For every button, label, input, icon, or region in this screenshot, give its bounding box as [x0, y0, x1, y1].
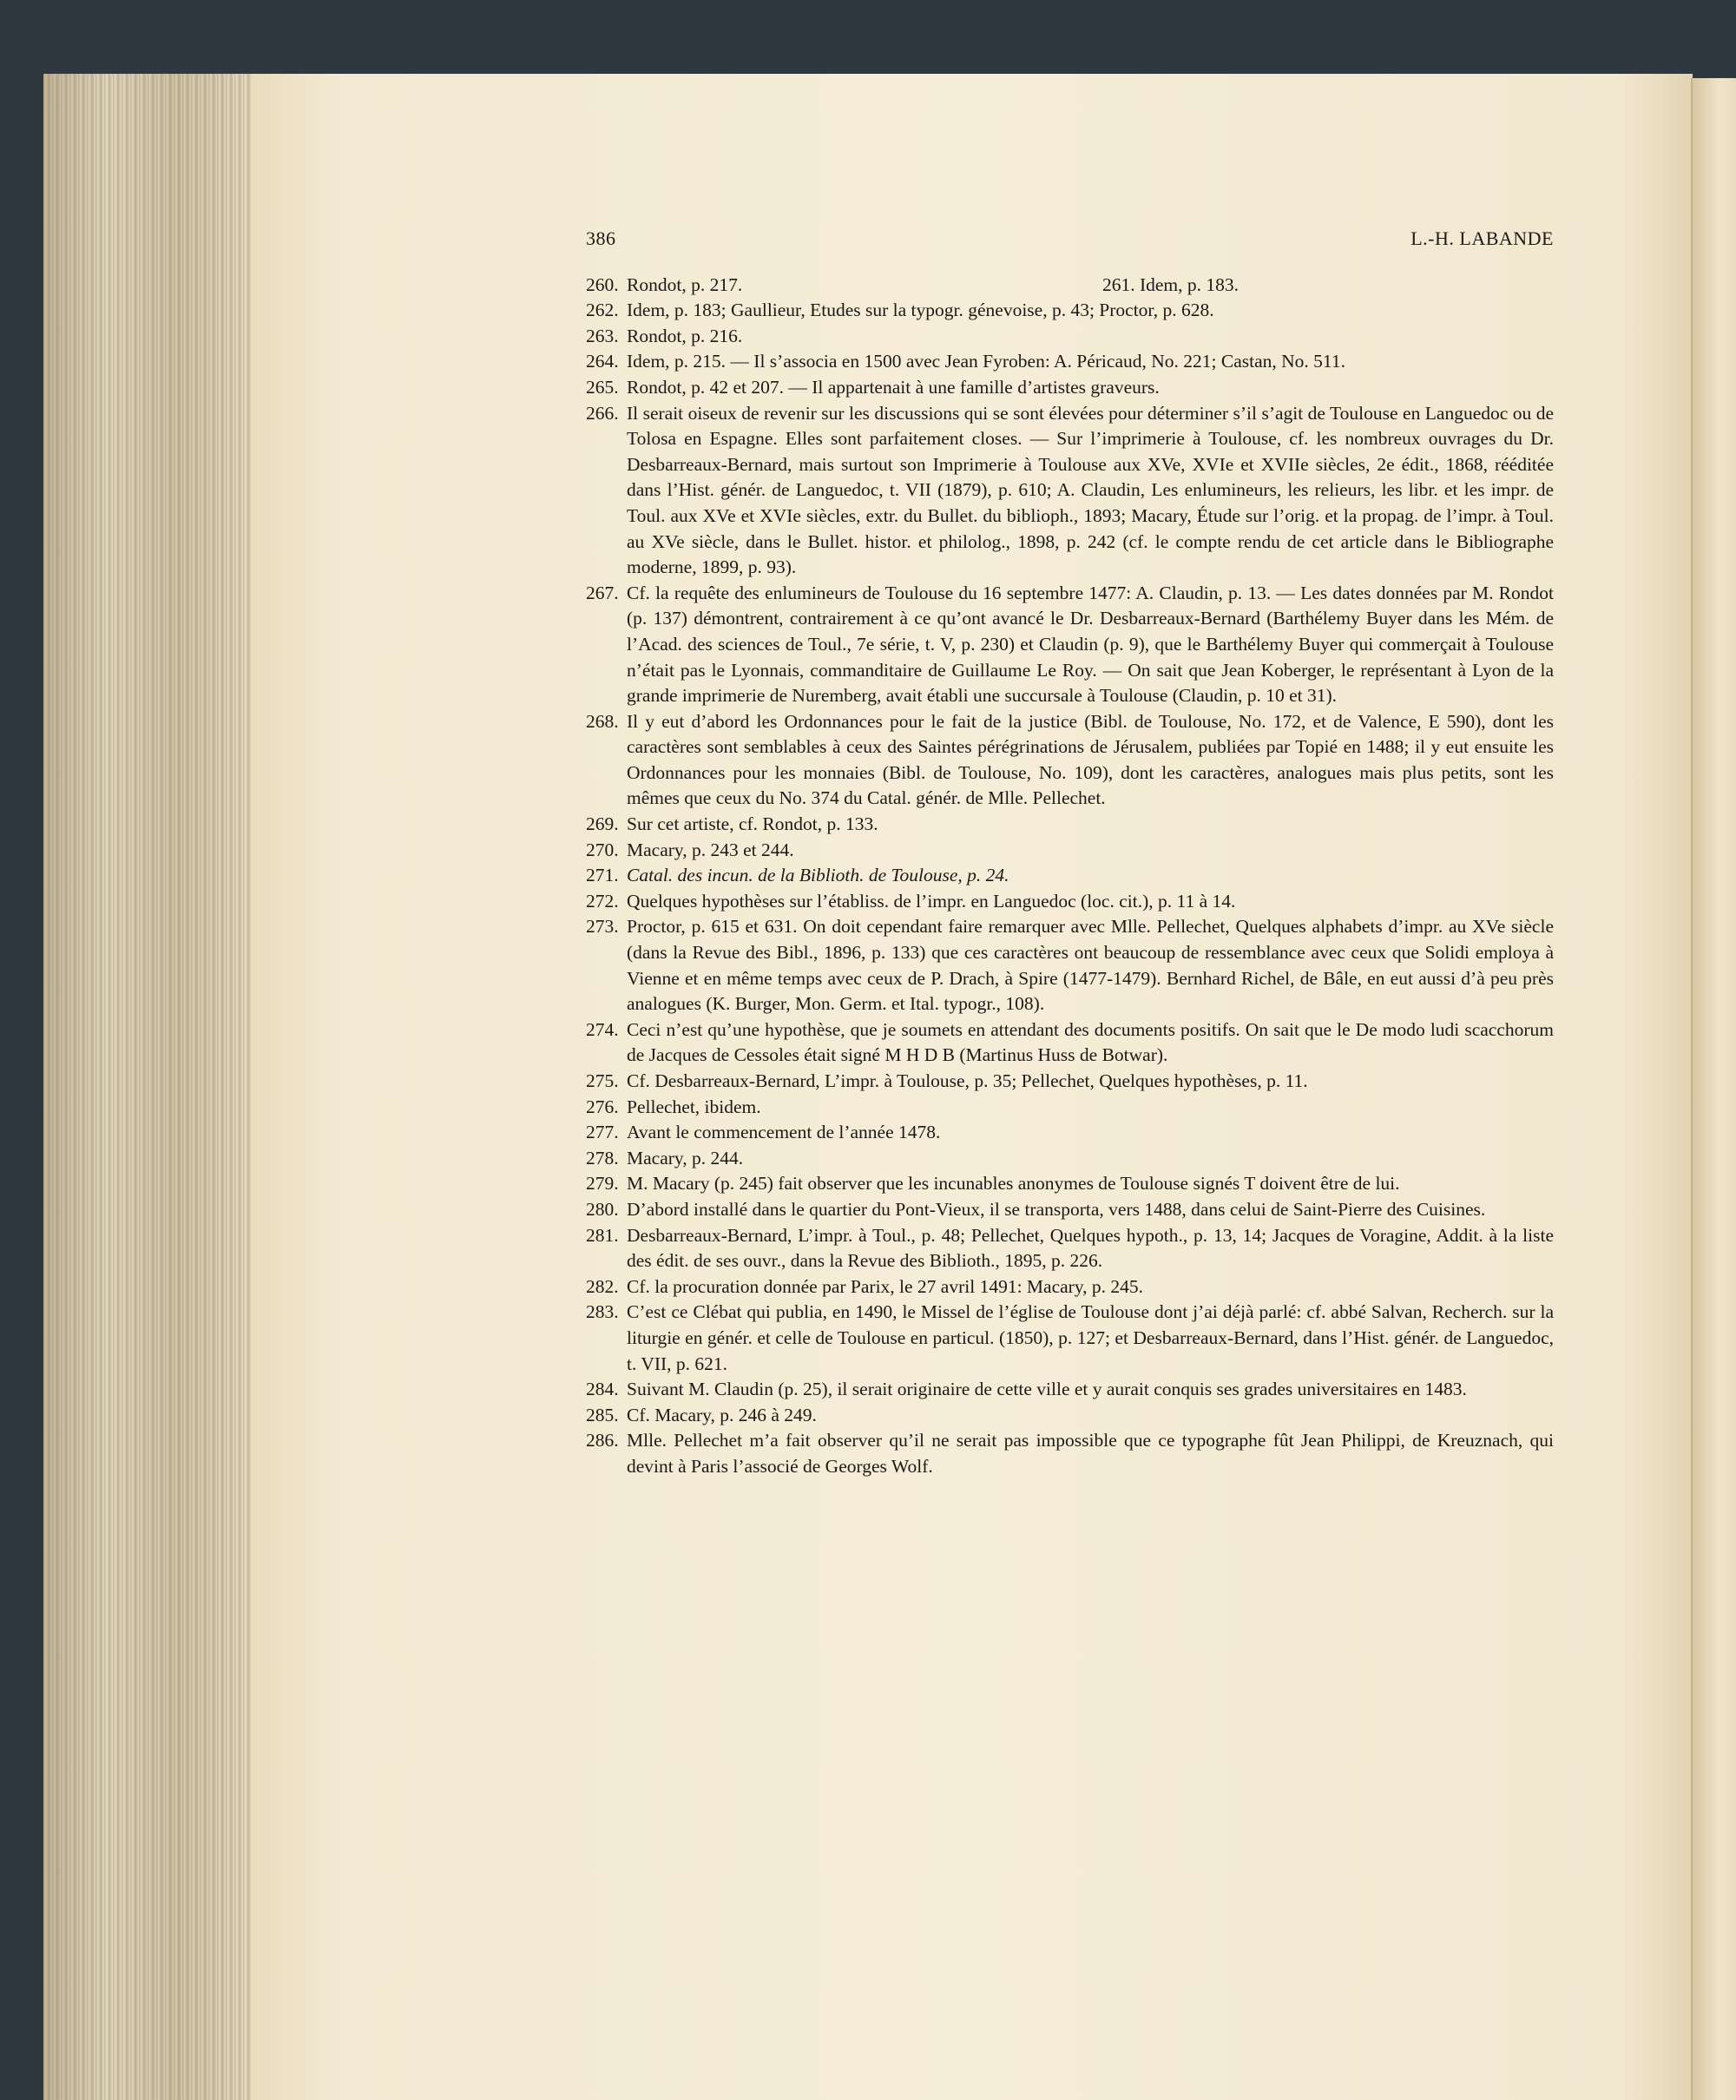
note-number: 276. [586, 1096, 619, 1117]
note-text: Avant le commencement de l’année 1478. [627, 1122, 941, 1143]
running-head [586, 226, 1554, 252]
note [586, 863, 1554, 889]
note [586, 1095, 1554, 1121]
note-number: 273. [586, 916, 619, 938]
note-text: C’est ce Clébat qui publia, en 1490, le Missel de l’église de Toulouse dont j’ai déjà parlé: cf. abbé Salvan, Recherch. sur la liturgie en génér. et celle de Toulouse en particul. (1850), p. 127; et Desbarreaux-Bernard, dans l’Hist. génér. de Languedoc, t. VII, p. 621. [627, 1301, 1554, 1374]
note-text: Idem, p. 183; Gaullieur, Etudes sur la typogr. génevoise, p. 43; Proctor, p. 628. [627, 300, 1214, 321]
note-text: Proctor, p. 615 et 631. On doit cependant faire remarquer avec Mlle. Pellechet, Quelques alphabets d’impr. au XVe siècle (dans la Revue des Bibl., 1896, p. 133) que ces caractères ont beaucoup de ressemblance avec ceux que Solidi employa à Vienne et en même temps avec ceux de P. Drach, à Spire (1477-1479). Bernhard Richel, de Bâle, en eut aussi d’à peu près analogues (K. Burger, Mon. Germ. et Ital. typogr., 108). [627, 916, 1554, 1015]
running-title: L.-H. LABANDE [1410, 227, 1554, 249]
note-number: 284. [586, 1379, 619, 1400]
note [586, 401, 1554, 581]
note-number: 285. [586, 1404, 619, 1425]
note-number: 267. [586, 582, 619, 603]
note [586, 1274, 1554, 1300]
page-edges [43, 74, 262, 2100]
note [586, 1428, 1554, 1479]
note [586, 1171, 1554, 1197]
note-text: Sur cet artiste, cf. Rondot, p. 133. [627, 813, 878, 835]
note-text: Mlle. Pellechet m’a fait observer qu’il ne serait pas impossible que ce typographe fût Jean Philippi, de Kreuznach, qui devint à Paris l’associé de Georges Wolf. [627, 1430, 1554, 1477]
note-text: Cf. Desbarreaux-Bernard, L’impr. à Toulouse, p. 35; Pellechet, Quelques hypothèses, p. 11. [627, 1070, 1308, 1091]
note-number: 268. [586, 710, 619, 732]
inline-note-261 [1102, 273, 1239, 299]
note [586, 1377, 1554, 1403]
note-number: 263. [586, 325, 619, 346]
note-text: Idem, p. 215. — Il s’associa en 1500 avec Jean Fyroben: A. Péricaud, No. 221; Castan, No. 511. [627, 351, 1345, 372]
note-text: Desbarreaux-Bernard, L’impr. à Toul., p. 48; Pellechet, Quelques hypoth., p. 13, 14; Jacques de Voragine, Addit. à la liste des édit. de ses ouvr., dans la Revue des Biblioth., 1895, p. 226. [627, 1224, 1554, 1272]
note [586, 581, 1554, 709]
note [586, 1300, 1554, 1377]
note [586, 889, 1554, 915]
note [586, 349, 1554, 375]
note [586, 1120, 1554, 1146]
note-number: 272. [586, 890, 619, 912]
note-number: 266. [586, 402, 619, 424]
note-number: 283. [586, 1301, 619, 1323]
note-text: Rondot, p. 217. [627, 273, 743, 295]
note-text: Il y eut d’abord les Ordonnances pour le fait de la justice (Bibl. de Toulouse, No. 172, et de Valence, E 590), dont les caractères sont semblables à ceux des Saintes pérégrinations de Jérusalem, publiées par Topié en 1488; il y eut ensuite les Ordonnances pour les monnaies (Bibl. de Toulouse, No. 109), dont les caractères, analogues mais plus petits, sont les mêmes que ceux du No. 374 du Catal. génér. de Mlle. Pellechet. [627, 710, 1554, 809]
note-text: Catal. des incun. de la Biblioth. de Toulouse, p. 24. [627, 865, 1009, 886]
note-text: Pellechet, ibidem. [627, 1096, 761, 1117]
notes-text-area [586, 226, 1554, 1480]
note [586, 1403, 1554, 1429]
note [586, 709, 1554, 812]
note-text: Ceci n’est qu’une hypothèse, que je soumets en attendant des documents positifs. On sait que le De modo ludi scacchorum de Jacques de Cessoles était signé M H D B (Martinus Huss de Botwar). [627, 1018, 1554, 1066]
note-number: 275. [586, 1070, 619, 1091]
note-number: 269. [586, 813, 619, 835]
note-number: 270. [586, 839, 619, 860]
note-number: 265. [586, 376, 619, 398]
note-text: Rondot, p. 42 et 207. — Il appartenait à une famille d’artistes graveurs. [627, 376, 1160, 398]
note-260-261 [586, 273, 1554, 299]
note [586, 324, 1554, 350]
note-text: Cf. Macary, p. 246 à 249. [627, 1404, 817, 1425]
note-number: 264. [586, 351, 619, 372]
note [586, 1223, 1554, 1274]
note-number: 262. [586, 300, 619, 321]
note-number: 260. [586, 273, 619, 295]
note-text: Quelques hypothèses sur l’établiss. de l’impr. en Languedoc (loc. cit.), p. 11 à 14. [627, 890, 1236, 912]
note-text: M. Macary (p. 245) fait observer que les incunables anonymes de Toulouse signés T doivent être de lui. [627, 1173, 1400, 1195]
note [586, 838, 1554, 864]
note-number: 278. [586, 1147, 619, 1168]
note [586, 1197, 1554, 1223]
page-number: 386 [586, 227, 616, 249]
note-text: Suivant M. Claudin (p. 25), il serait originaire de cette ville et y aurait conquis ses grades universitaires en 1483. [627, 1379, 1467, 1400]
note-number: 280. [586, 1198, 619, 1220]
note-number: 261. [1101, 273, 1135, 295]
note-number: 286. [586, 1430, 619, 1452]
note-text: Cf. la requête des enlumineurs de Toulouse du 16 septembre 1477: A. Claudin, p. 13. — Les dates données par M. Rondot (p. 137) démontrent, contrairement à ce qu’ont avancé le Dr. Desbarreaux-Bernard (Barthélemy Buyer dans les Mém. de l’Acad. des sciences de Toul., 7e série, t. V, p. 230) et Claudin (p. 9), que le Barthélemy Buyer qui commerçait à Toulouse n’était pas le Lyonnais, commanditaire de Guillaume Le Roy. — On sait que Jean Koberger, le représentant à Lyon de la grande imprimerie de Nuremberg, avait établi une succursale à Toulouse (Claudin, p. 10 et 31). [627, 582, 1554, 707]
note [586, 1017, 1554, 1069]
note-number: 279. [586, 1173, 619, 1195]
note-number: 281. [586, 1224, 619, 1246]
note [586, 298, 1554, 324]
note [586, 914, 1554, 1017]
note [586, 375, 1554, 401]
note-number: 282. [586, 1275, 619, 1297]
note [586, 1146, 1554, 1172]
note-text: Rondot, p. 216. [627, 325, 743, 346]
note-text: Macary, p. 244. [627, 1147, 744, 1168]
note-text: Idem, p. 183. [1139, 273, 1240, 295]
note [586, 812, 1554, 838]
note-text: Il serait oiseux de revenir sur les discussions qui se sont élevées pour déterminer s’il s’agit de Toulouse en Languedoc ou de Tolosa en Espagne. Elles sont parfaitement closes. — Sur l’imprimerie à Toulouse, cf. les nombreux ouvrages du Dr. Desbarreaux-Bernard, mais surtout son Imprimerie à Toulouse aux XVe, XVIe et XVIIe siècles, 2e édit., 1868, rééditée dans l’Hist. génér. de Languedoc, t. VII (1879), p. 610; A. Claudin, Les enlumineurs, les relieurs, les libr. et les impr. de Toul. aux XVe et XVIe siècles, extr. du Bullet. du biblioph., 1893; Macary, Étude sur l’orig. et la propag. de l’impr. à Toul. au XVe siècle, dans le Bullet. histor. et philolog., 1898, p. 242 (cf. le compte rendu de cet article dans le Bibliographe moderne, 1899, p. 93). [627, 402, 1554, 578]
note-number: 277. [586, 1122, 619, 1143]
note-number: 274. [586, 1018, 619, 1040]
note-text: Cf. la procuration donnée par Parix, le 27 avril 1491: Macary, p. 245. [627, 1275, 1144, 1297]
note-number: 271. [586, 865, 619, 886]
note-text: D’abord installé dans le quartier du Pont-Vieux, il se transporta, vers 1488, dans celui de Saint-Pierre des Cuisines. [627, 1198, 1486, 1220]
facing-page-edge [1691, 78, 1736, 2100]
note [586, 1069, 1554, 1095]
note-text: Macary, p. 243 et 244. [627, 839, 794, 860]
